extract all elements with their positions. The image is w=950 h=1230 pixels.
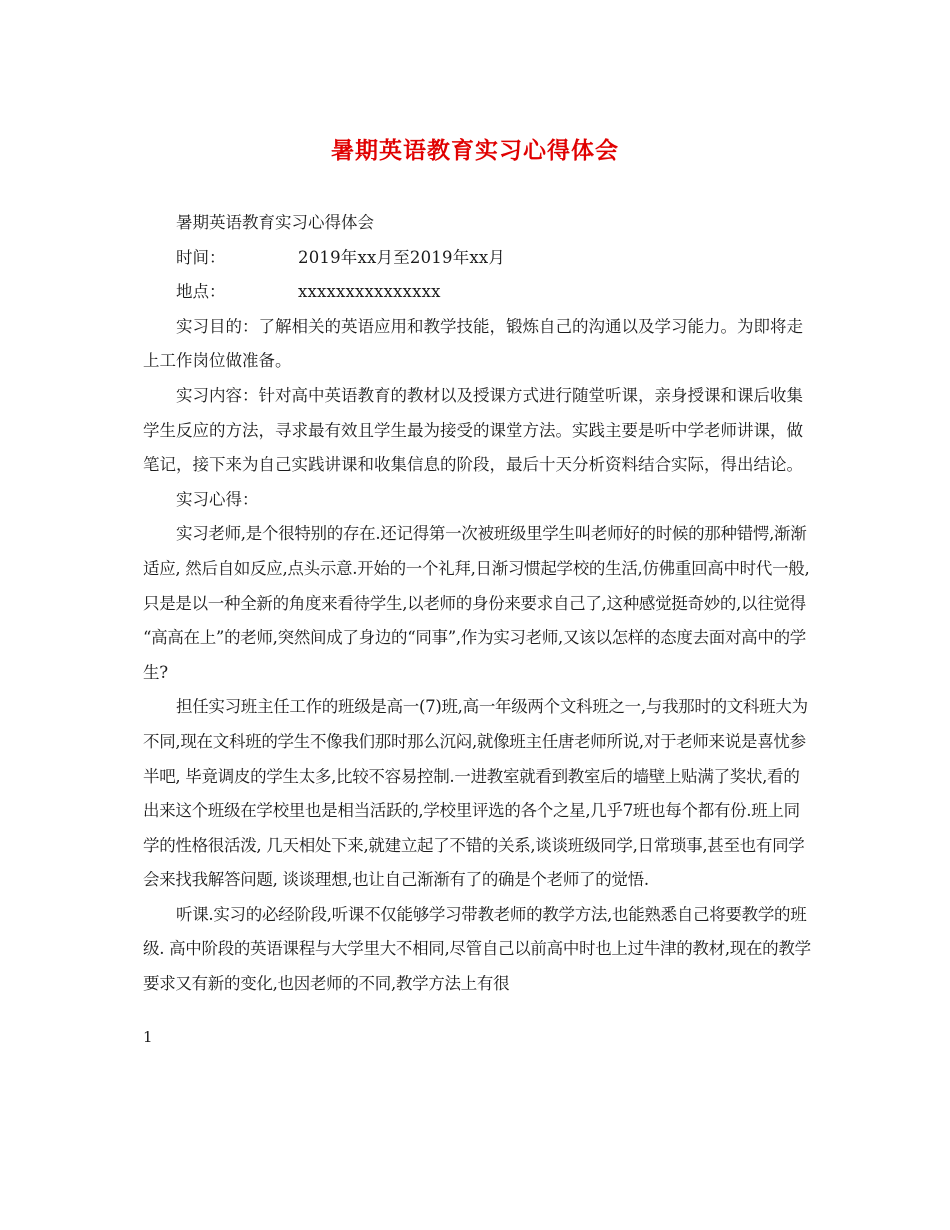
place-label: 地点： (176, 282, 226, 302)
document-body (143, 206, 815, 1002)
time-value: 2019年xx月至2019年xx月 (298, 247, 506, 267)
paragraph-reflection-heading: 实习心得： (176, 489, 259, 509)
document-subtitle: 暑期英语教育实习心得体会 (176, 213, 374, 232)
time-label: 时间： (176, 247, 226, 267)
paragraph-purpose: 实习目的：了解相关的英语应用和教学技能，锻炼自己的沟通以及学习能力。为即将走上工作岗位做准备。 (143, 316, 803, 371)
paragraph-content: 实习内容：针对高中英语教育的教材以及授课方式进行随堂听课，亲身授课和课后收集学生反应的方法，寻求最有效且学生最为接受的课堂方法。实践主要是听中学老师讲课，做笔记，接下来为自己实践讲课和收集信息的阶段，最后十天分析资料结合实际，得出结论。 (143, 385, 803, 475)
page-number: 1 (143, 1028, 153, 1046)
paragraph-class-teacher: 担任实习班主任工作的班级是高一(7)班,高一年级两个文科班之一,与我那时的文科班大为不同,现在文科班的学生不像我们那时那么沉闷,就像班主任唐老师所说,对于老师来说是喜忧参半吧, 毕竟调皮的学生太多,比较不容易控制.一进教室就看到教室后的墙壁上贴满了奖状,看的出来这个班级在学校里也是相当活跃的,学校里评选的各个之星,几乎7班也每个都有份.班上同学的性格很活泼, 几天相处下来,就建立起了不错的关系,谈谈班级同学,日常琐事,甚至也有同学会来找我解答问题, 谈谈理想,也让自己渐渐有了的确是个老师了的觉悟. (143, 697, 808, 890)
paragraph-lesson-observation: 听课.实习的必经阶段,听课不仅能够学习带教老师的教学方法,也能熟悉自己将要教学的班级. 高中阶段的英语课程与大学里大不相同,尽管自己以前高中时也上过牛津的教材,现在的教学要求又有新的变化,也因老师的不同,教学方法上有很 (143, 904, 811, 994)
place-row (143, 275, 815, 310)
document-title: 暑期英语教育实习心得体会 (331, 137, 619, 164)
place-value: xxxxxxxxxxxxxxx (298, 282, 441, 302)
paragraph-intern-teacher: 实习老师,是个很特别的存在.还记得第一次被班级里学生叫老师好的时候的那种错愕,渐渐适应, 然后自如反应,点头示意.开始的一个礼拜,日渐习惯起学校的生活,仿佛重回高中时代一般, 只是是以一种全新的角度来看待学生,以老师的身份来要求自己了,这种感觉挺奇妙的,以往觉得 “高高在上”的老师,突然间成了身边的“同事”,作为实习老师,又该以怎样的态度去面对高中的学生? (143, 524, 810, 682)
time-row (143, 241, 815, 276)
